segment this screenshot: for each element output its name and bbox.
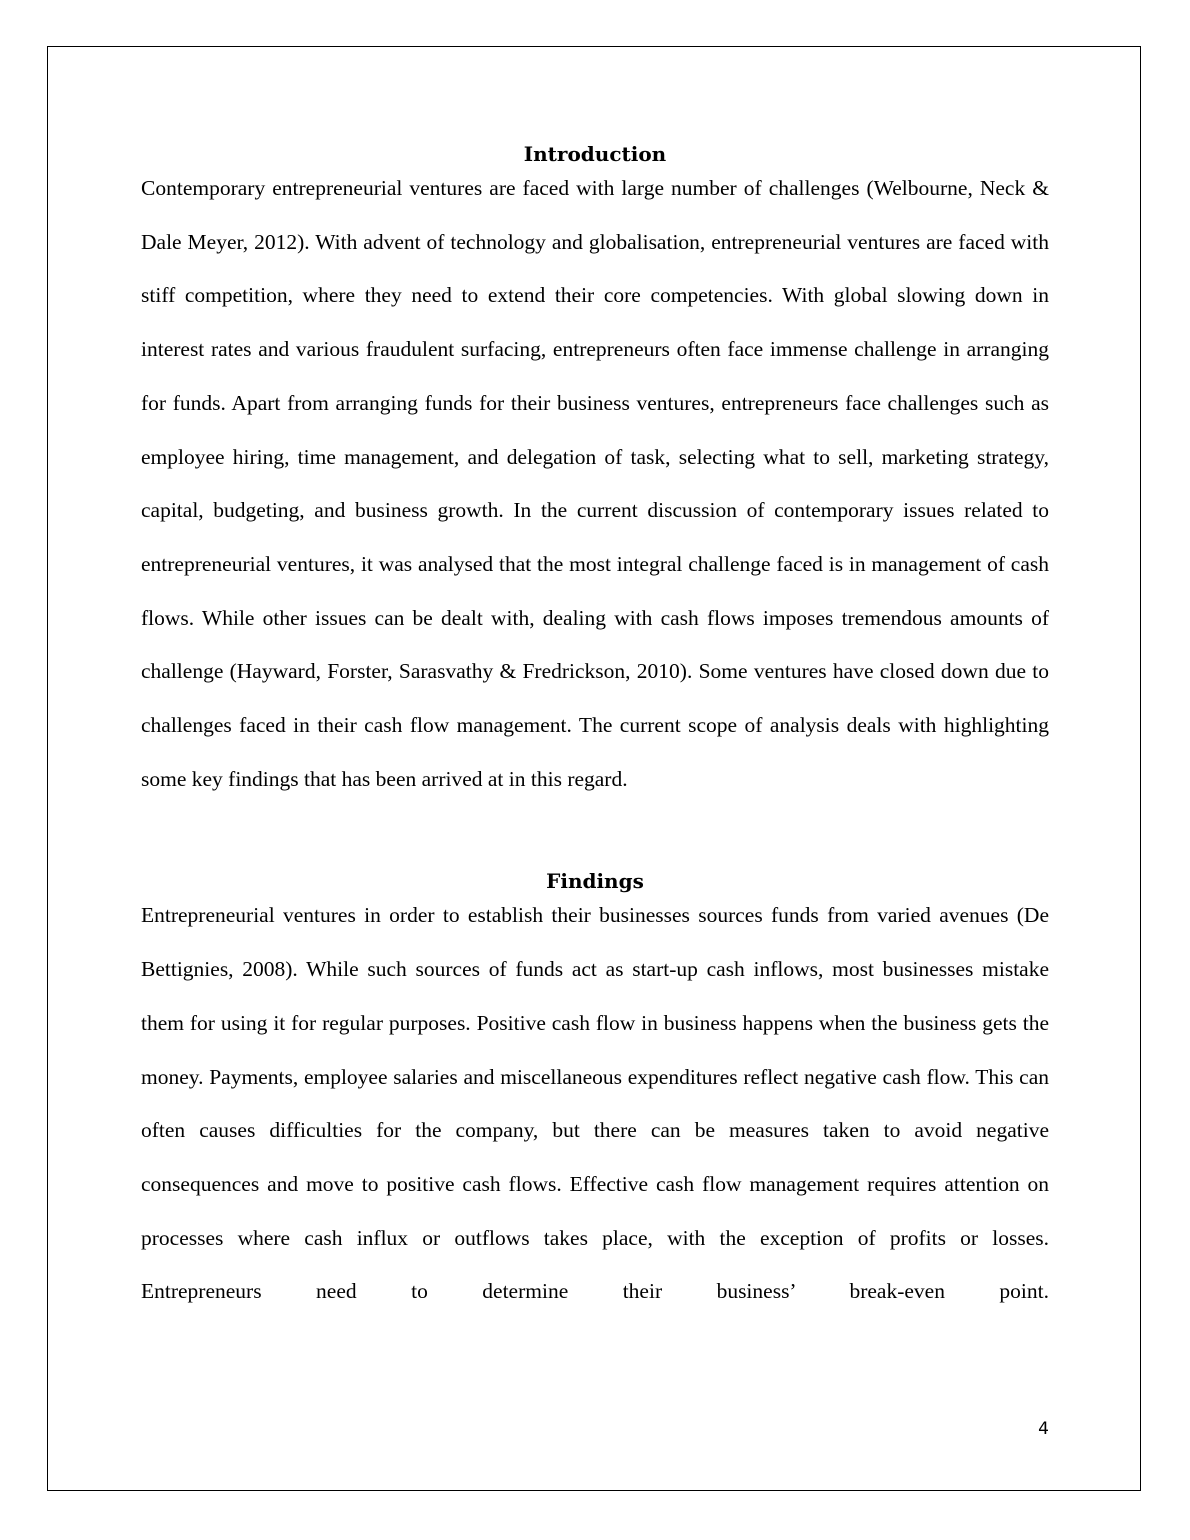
section-spacer [141,806,1049,865]
introduction-heading: Introduction [523,142,667,166]
introduction-paragraph: Contemporary entrepreneurial ventures are faced with large number of challenges (Welbourne, Neck & Dale Meyer, 2012). With advent of technology and globalisation, entrepreneurial ventures are faced with stiff competition, where they need to extend their core competencies. With global slowing down in interest rates and various fraudulent surfacing, entrepreneurs often face immense challenge in arranging for funds. Apart from arranging funds for their business ventures, entrepreneurs face challenges such as employee hiring, time management, and delegation of task, selecting what to sell, marketing strategy, capital, budgeting, and business growth. In the current discussion of contemporary issues related to entrepreneurial ventures, it was analysed that the most integral challenge faced is in management of cash flows. While other issues can be dealt with, dealing with cash flows imposes tremendous amounts of challenge (Hayward, Forster, Sarasvathy & Fredrickson, 2010). Some ventures have closed down due to challenges faced in their cash flow management. The current scope of analysis deals with highlighting some key findings that has been arrived at in this regard. [141,176,1049,791]
page-number: 4 [1038,1419,1049,1439]
findings-heading: Findings [546,869,644,894]
findings-paragraph: Entrepreneurial ventures in order to establish their businesses sources funds from varied avenues (De Bettignies, 2008). While such sources of funds act as start-up cash inflows, most businesses mistake them for using it for regular purposes. Positive cash flow in business happens when the business gets the money. Payments, employee salaries and miscellaneous expenditures reflect negative cash flow. This can often causes difficulties for the company, but there can be measures taken to avoid negative consequences and move to positive cash flows. Effective cash flow management requires attention on processes where cash influx or outflows takes place, with the exception of profits or losses. Entrepreneurs need to determine their business’ break-even point. [141,903,1049,1304]
document-body [141,138,1049,1319]
